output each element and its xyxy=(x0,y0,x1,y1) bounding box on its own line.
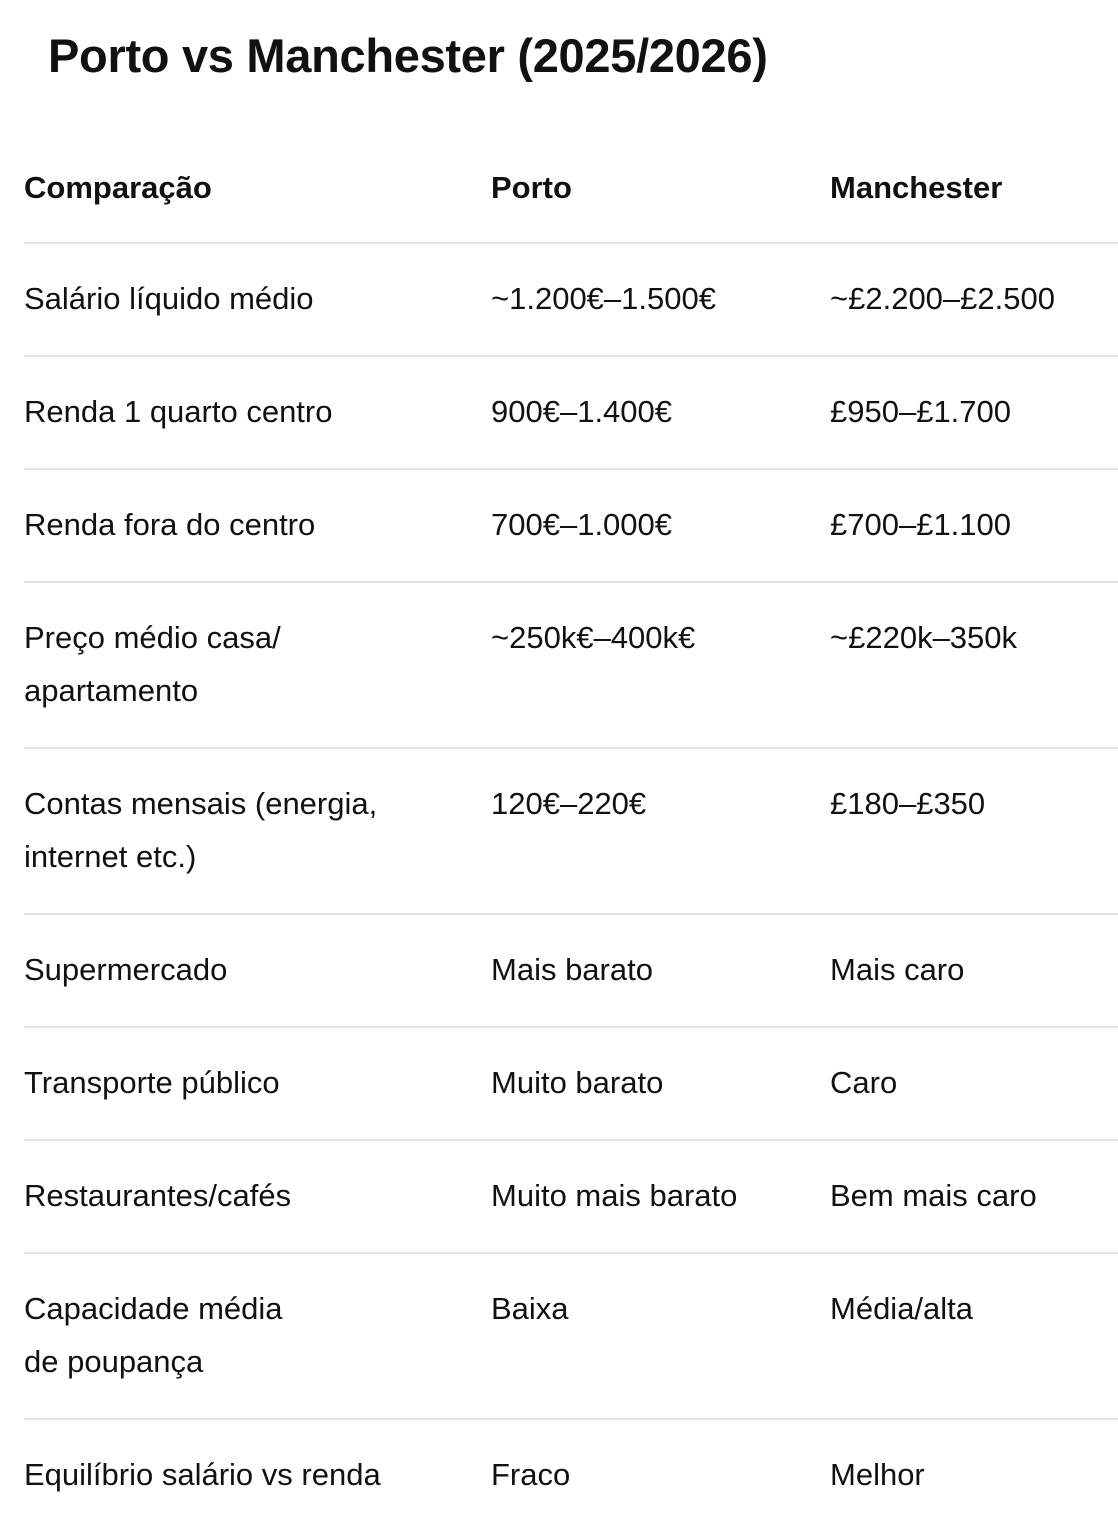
row-label: Salário líquido médio xyxy=(24,243,491,356)
manchester-value: Bem mais caro xyxy=(830,1140,1118,1253)
porto-value: 700€–1.000€ xyxy=(491,469,830,582)
manchester-value: ~£220k–350k xyxy=(830,582,1118,748)
row-label: Transporte público xyxy=(24,1027,491,1140)
table-row xyxy=(24,1140,1118,1253)
row-label: Supermercado xyxy=(24,914,491,1027)
porto-value: ~250k€–400k€ xyxy=(491,582,830,748)
manchester-value: £700–£1.100 xyxy=(830,469,1118,582)
manchester-value: Melhor xyxy=(830,1457,925,1492)
header-comparacao: Comparação xyxy=(24,134,491,243)
porto-value: Muito barato xyxy=(491,1027,830,1140)
porto-value: Mais barato xyxy=(491,914,830,1027)
porto-value: Fraco xyxy=(491,1457,571,1492)
page-title: Porto vs Manchester (2025/2026) xyxy=(48,29,768,82)
porto-value: ~1.200€–1.500€ xyxy=(491,243,830,356)
table-row xyxy=(24,243,1118,356)
table-row xyxy=(24,1253,1118,1419)
manchester-value: Caro xyxy=(830,1027,1118,1140)
porto-value: 120€–220€ xyxy=(491,748,830,914)
table-row xyxy=(24,356,1118,469)
row-label: Renda fora do centro xyxy=(24,469,491,582)
row-label-line: Contas mensais (energia, xyxy=(24,786,378,821)
row-label-line: apartamento xyxy=(24,673,199,708)
row-label xyxy=(24,748,491,914)
comparison-table xyxy=(24,134,1118,1531)
row-label-line: Preço médio casa/ xyxy=(24,620,281,655)
table-header xyxy=(24,134,1118,243)
manchester-value: £950–£1.700 xyxy=(830,356,1118,469)
table-row xyxy=(24,748,1118,914)
manchester-value: Mais caro xyxy=(830,914,1118,1027)
row-label: Renda 1 quarto centro xyxy=(24,356,491,469)
manchester-value: £180–£350 xyxy=(830,748,1118,914)
manchester-value: ~£2.200–£2.500 xyxy=(830,243,1118,356)
row-label-line: de poupança xyxy=(24,1344,204,1379)
header-row xyxy=(24,134,1118,243)
table-body xyxy=(24,243,1118,1531)
table-row xyxy=(24,914,1118,1027)
header-manchester: Manchester xyxy=(830,134,1118,243)
row-label: Equilíbrio salário vs renda xyxy=(24,1457,381,1492)
row-label xyxy=(24,1253,491,1419)
table-row xyxy=(24,582,1118,748)
table-row xyxy=(24,1027,1118,1140)
porto-value: Muito mais barato xyxy=(491,1140,830,1253)
row-label-line: internet etc.) xyxy=(24,839,197,874)
porto-value: Baixa xyxy=(491,1253,830,1419)
row-label xyxy=(24,582,491,748)
row-label-line: Capacidade média xyxy=(24,1291,283,1326)
table-row xyxy=(24,469,1118,582)
porto-value: 900€–1.400€ xyxy=(491,356,830,469)
table-row xyxy=(24,1419,1118,1531)
row-label: Restaurantes/cafés xyxy=(24,1140,491,1253)
header-porto: Porto xyxy=(491,134,830,243)
manchester-value: Média/alta xyxy=(830,1253,1118,1419)
